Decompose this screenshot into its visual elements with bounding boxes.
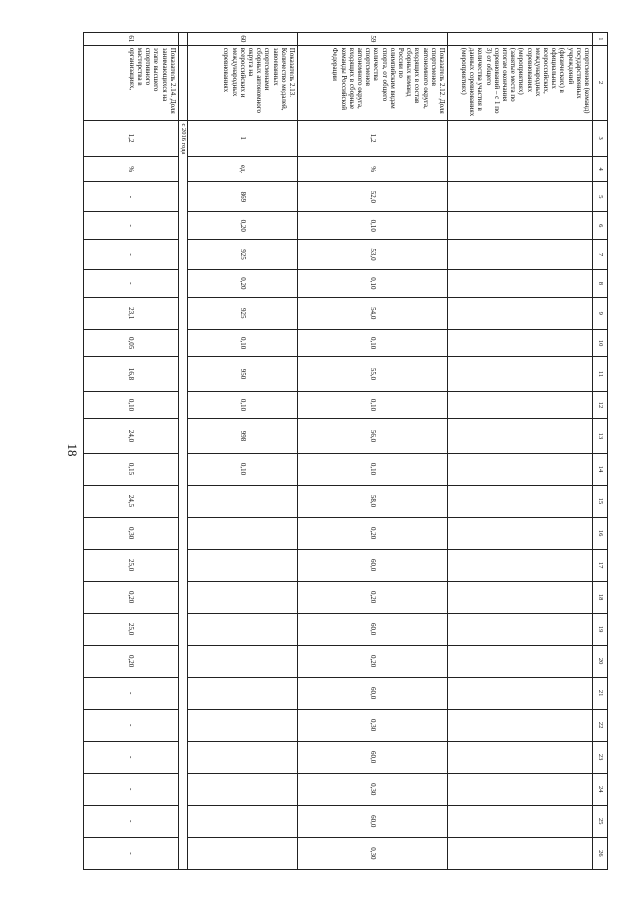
table-cell: 0,10 (298, 391, 448, 419)
table-cell (448, 419, 593, 453)
column-header: 6 (593, 212, 608, 240)
table-row (188, 33, 298, 870)
indicator-description: Показатель 2.14. Доля занимающихся на этапе высшего спортивного мастерства в организациях, (83, 45, 178, 120)
table-cell (448, 805, 593, 837)
table-cell: 54,0 (298, 297, 448, 329)
table-cell: - (83, 773, 178, 805)
table-cell (448, 613, 593, 645)
table-cell (448, 156, 593, 182)
table-cell: ед. (188, 156, 298, 182)
table-cell (448, 549, 593, 581)
column-header: 21 (593, 677, 608, 709)
indicator-description: Показатель 2.12. Доля спортсменов автономного округа, входящих в состав сборных команд России по олимпийским видам спорта, от общего количества спортсменов автономного округа, входящих в сборные команды Российской Федерации (298, 45, 448, 120)
table-cell: - (83, 837, 178, 869)
table-cell (448, 391, 593, 419)
table-cell (188, 741, 298, 773)
table-cell (448, 297, 593, 329)
table-cell: - (83, 212, 178, 240)
column-header: 22 (593, 709, 608, 741)
table-cell: 1,2 (83, 120, 178, 156)
indicator-table (83, 32, 608, 870)
table-cell: 0,10 (298, 269, 448, 297)
column-header: 18 (593, 581, 608, 613)
table-cell (188, 837, 298, 869)
table-cell: 60,0 (298, 549, 448, 581)
table-cell: 52,0 (298, 182, 448, 212)
table-cell: 25,0 (83, 613, 178, 645)
table-cell (188, 773, 298, 805)
table-cell (448, 485, 593, 517)
table-cell: 0,10 (298, 453, 448, 485)
table-cell: 998 (188, 419, 298, 453)
column-header: 20 (593, 645, 608, 677)
table-cell: 0,10 (83, 391, 178, 419)
table-cell: 0,20 (298, 645, 448, 677)
table-cell: 0,10 (188, 453, 298, 485)
table-cell (448, 581, 593, 613)
table-cell (448, 329, 593, 357)
row-number: 60 (188, 33, 298, 46)
table-cell (188, 613, 298, 645)
table-cell: 0,30 (298, 837, 448, 869)
table-cell: % (83, 156, 178, 182)
table-row (83, 33, 178, 870)
column-header: 2 (593, 45, 608, 120)
table-cell (448, 357, 593, 391)
column-header: 12 (593, 391, 608, 419)
table-cell: 0,20 (83, 581, 178, 613)
column-header: 24 (593, 773, 608, 805)
row-number: 61 (83, 33, 178, 46)
table-cell: 60,0 (298, 805, 448, 837)
table-cell: 24,5 (83, 485, 178, 517)
table-cell: 60,0 (298, 741, 448, 773)
column-header: 1 (593, 33, 608, 46)
row-description (178, 45, 187, 120)
table-cell: 0,15 (83, 453, 178, 485)
table-cell: 56,0 (298, 419, 448, 453)
table-cell: 0,30 (298, 773, 448, 805)
table-cell: 925 (188, 240, 298, 270)
table-cell: 24,0 (83, 419, 178, 453)
table-cell (188, 677, 298, 709)
table-cell (448, 773, 593, 805)
table-cell: 0,20 (298, 581, 448, 613)
table-cell: 23,1 (83, 297, 178, 329)
table-cell: 0,20 (188, 269, 298, 297)
table-cell: 25,0 (83, 549, 178, 581)
document-sheet (84, 32, 608, 870)
column-header: 5 (593, 182, 608, 212)
column-header: 10 (593, 329, 608, 357)
column-header: 13 (593, 419, 608, 453)
table-cell: 869 (188, 182, 298, 212)
table-cell (448, 182, 593, 212)
column-header: 23 (593, 741, 608, 773)
table-cell: 0,10 (298, 212, 448, 240)
column-header: 11 (593, 357, 608, 391)
table-cell (448, 837, 593, 869)
table-cell (448, 269, 593, 297)
table-cell: - (83, 677, 178, 709)
row-number (178, 33, 187, 46)
table-cell (188, 517, 298, 549)
column-header: 16 (593, 517, 608, 549)
column-header: 15 (593, 485, 608, 517)
column-header: 4 (593, 156, 608, 182)
table-cell: - (83, 182, 178, 212)
table-cell: - (83, 741, 178, 773)
table-cell: 58,0 (298, 485, 448, 517)
column-header: 7 (593, 240, 608, 270)
table-cell: - (83, 805, 178, 837)
table-cell: 0,20 (298, 517, 448, 549)
table-cell (448, 741, 593, 773)
table-row (448, 33, 593, 870)
table-cell (188, 645, 298, 677)
table-cell: 0,05 (83, 329, 178, 357)
year-label: с 2016 года (178, 120, 187, 869)
table-cell (448, 645, 593, 677)
column-header: 8 (593, 269, 608, 297)
table-cell: - (83, 709, 178, 741)
table-cell: 55,0 (298, 357, 448, 391)
table-cell: 0,10 (188, 329, 298, 357)
column-header: 19 (593, 613, 608, 645)
page-number: 18 (65, 443, 80, 457)
table-cell: 60,0 (298, 613, 448, 645)
table-cell (448, 120, 593, 156)
table-cell: 60,0 (298, 677, 448, 709)
year-row (178, 33, 187, 870)
column-header: 9 (593, 297, 608, 329)
table-cell (448, 453, 593, 485)
column-header: 17 (593, 549, 608, 581)
row-number: 59 (298, 33, 448, 46)
table-cell: - (83, 240, 178, 270)
table-cell (188, 485, 298, 517)
table-cell: 0,10 (298, 329, 448, 357)
table-cell: 53,0 (298, 240, 448, 270)
table-cell (448, 240, 593, 270)
table-cell (448, 677, 593, 709)
table-cell: 1 (188, 120, 298, 156)
column-header: 26 (593, 837, 608, 869)
table-cell (448, 517, 593, 549)
indicator-description: спортсменов (команд) государственных учреждений (физических) в официальных всероссийских, международных соревнованиях (мероприятиях) (занятые места по итогам окончания соревнований – с 1 по 3) от общего количества участия в данных соревнованиях (мероприятиях) (448, 45, 593, 120)
table-cell (188, 549, 298, 581)
table-cell: % (298, 156, 448, 182)
table-cell: 0,10 (188, 391, 298, 419)
table-cell (188, 581, 298, 613)
table-cell: 0,20 (83, 645, 178, 677)
table-cell (188, 805, 298, 837)
table-cell (188, 709, 298, 741)
column-header: 25 (593, 805, 608, 837)
table-cell: - (83, 269, 178, 297)
table-cell: 925 (188, 297, 298, 329)
header-row (593, 33, 608, 870)
table-cell (448, 709, 593, 741)
table-cell: 950 (188, 357, 298, 391)
table-cell (448, 212, 593, 240)
table-cell: 0,30 (298, 709, 448, 741)
table-row (298, 33, 448, 870)
column-header: 14 (593, 453, 608, 485)
indicator-description: Показатель 2.13. Количество медалей, завоеванных спортсменами сборных автономного округа на всероссийских и международных соревнованиях (188, 45, 298, 120)
row-number (448, 33, 593, 46)
column-header: 3 (593, 120, 608, 156)
table-cell: 0,20 (188, 212, 298, 240)
table-cell: 16,8 (83, 357, 178, 391)
table-cell: 1,2 (298, 120, 448, 156)
table-cell: 0,30 (83, 517, 178, 549)
